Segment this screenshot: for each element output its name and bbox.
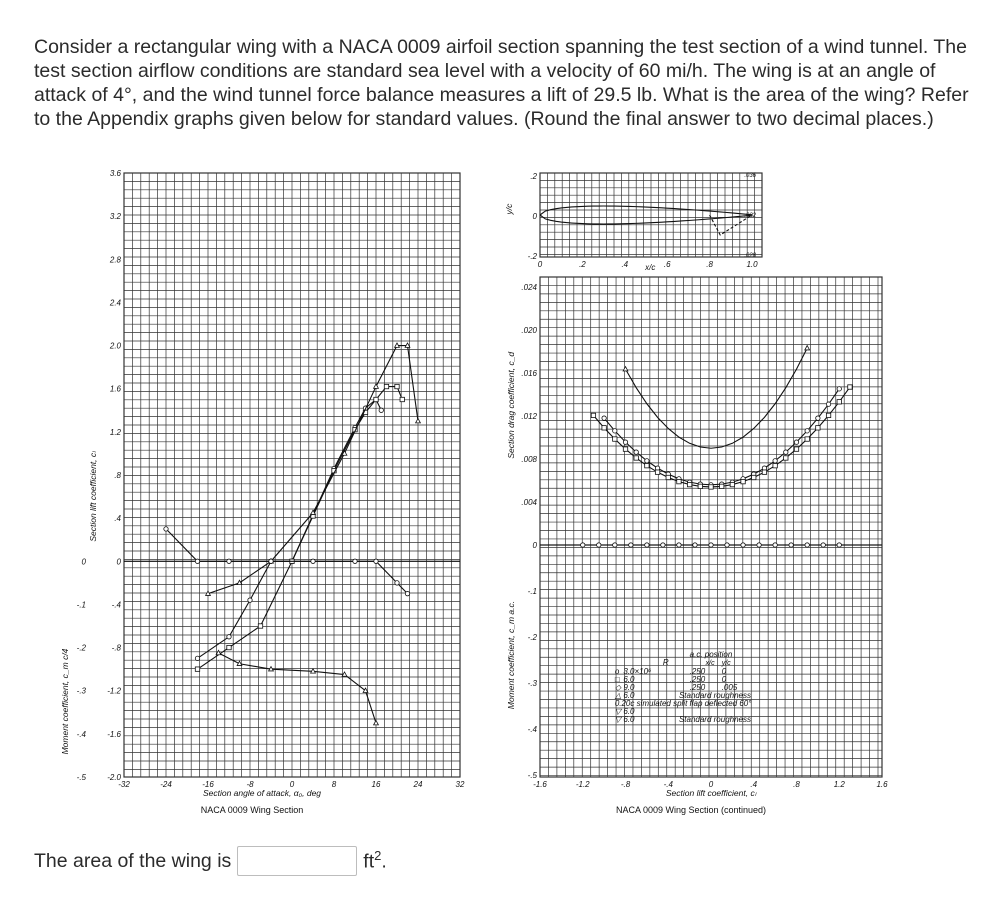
cm-ac-zero-marker — [693, 543, 697, 547]
left-cm-tick-label: -.1 — [76, 600, 86, 610]
right-caption: NACA 0009 Wing Section (continued) — [615, 805, 767, 815]
profile-x-tick-label: .2 — [579, 260, 586, 269]
left-x-tick-label: -32 — [118, 780, 130, 789]
drag-polar-r6-marker — [794, 447, 798, 451]
left-x-tick-label: 32 — [455, 780, 465, 789]
left-cl-tick-label: 1.6 — [109, 384, 121, 394]
legend-flap-symbol: ▽ — [614, 715, 621, 724]
cm-ac-zero-marker — [645, 543, 649, 547]
left-cl-tick-label: 0 — [116, 557, 121, 567]
legend-row-note: Standard roughness — [678, 691, 751, 700]
drag-polar-r6 — [593, 387, 850, 487]
left-cm-axis-label: Moment coefficient, c_m c/4 — [60, 648, 70, 755]
moment-curve-clean-marker — [227, 559, 231, 563]
drag-polar-rough — [626, 348, 808, 448]
drag-polar-chart — [490, 165, 990, 825]
legend-flap-r: 6.0 — [623, 707, 635, 716]
left-cl-tick-label: 3.6 — [109, 169, 121, 178]
profile-axis-label: y/c — [504, 203, 514, 215]
flap-tick-label: .028 — [744, 253, 756, 259]
drag-polar-r6-marker — [634, 456, 638, 460]
lift-curve-r6-marker — [374, 397, 378, 401]
legend-row-symbol: ◇ — [614, 683, 621, 692]
cl-x-tick-label: 0 — [708, 780, 714, 789]
legend-row-yc: .005 — [721, 683, 738, 692]
left-cl-tick-label: .8 — [114, 471, 121, 480]
drag-polar-r3-marker — [784, 450, 788, 454]
left-x-tick-label: 16 — [371, 780, 381, 789]
legend-row-r: 9.0 — [623, 683, 635, 692]
left-x-tick-label: 0 — [289, 780, 295, 789]
left-cl-tick-label: 2.8 — [109, 255, 121, 265]
cm-ac-zero-marker — [597, 543, 601, 547]
drag-polar-r6-marker — [848, 385, 852, 389]
lift-curve-r3-marker — [195, 656, 199, 660]
drag-polar-r6-marker — [687, 482, 691, 486]
legend-row-yc: 0 — [721, 667, 727, 676]
cd-tick-label: .012 — [521, 412, 537, 421]
cm-ac-zero-marker — [629, 543, 633, 547]
drag-polar-r6-marker — [655, 470, 659, 474]
cl-x-tick-label: .4 — [750, 780, 758, 789]
lift-curve-r3-marker — [379, 408, 383, 412]
legend-row-xc: .250 — [689, 667, 706, 676]
cm-ac-zero-marker — [821, 543, 825, 547]
drag-polar-r6-marker — [677, 479, 681, 483]
profile-x-tick-label: 1.0 — [746, 260, 758, 269]
legend-col-yc: y/c — [721, 660, 731, 667]
drag-polar-r6-marker — [591, 413, 595, 417]
cd-tick-label: .020 — [521, 326, 537, 335]
moment-curve-clean-marker — [195, 559, 199, 563]
left-cl-tick-label: 2.4 — [109, 298, 121, 308]
drag-polar-r3-marker — [816, 416, 820, 420]
legend-flap-note-text: Standard roughness — [678, 715, 751, 724]
drag-polar-r3-marker — [623, 440, 627, 444]
left-cl-axis-label: Section lift coefficient, cₗ — [88, 451, 98, 542]
drag-polar-r6-marker — [698, 484, 702, 488]
cm-ac-zero-marker — [661, 543, 665, 547]
legend-row-xc: .250 — [689, 683, 706, 692]
cm-ac-zero-marker — [757, 543, 761, 547]
lift-curve-r6-marker — [384, 384, 388, 388]
lift-curve-r3-marker — [227, 635, 231, 639]
cm-ac-zero-marker — [805, 543, 809, 547]
lift-curve-r6-marker — [400, 397, 404, 401]
drag-polar-r6-marker — [816, 426, 820, 430]
left-cl-tick-label: 3.2 — [109, 212, 121, 222]
drag-polar-r3-marker — [826, 402, 830, 406]
drag-polar-r3-marker — [805, 429, 809, 433]
profile-y-tick-label: 0 — [532, 212, 537, 221]
left-cl-tick-label: -.8 — [111, 643, 121, 653]
left-x-tick-label: -16 — [202, 780, 214, 789]
lift-curve-flap-marker — [374, 384, 379, 388]
left-cm-tick-label: -.4 — [76, 729, 86, 739]
left-grid — [124, 173, 460, 777]
answer-unit: $ft^2$. — [363, 848, 387, 873]
drag-polar-r6-marker — [730, 482, 734, 486]
left-x-tick-label: -8 — [246, 780, 254, 789]
profile-x-tick-label: .4 — [621, 260, 629, 269]
left-cl-tick-label: -2.0 — [107, 773, 121, 782]
legend-col-xc: x/c — [705, 660, 715, 667]
moment-curve-clean-marker — [353, 559, 357, 563]
cm-ac-zero-marker — [677, 543, 681, 547]
drag-polar-rough-marker — [623, 367, 628, 371]
legend-row-symbol: □ — [614, 675, 620, 684]
moment-curve-clean-marker — [269, 559, 273, 563]
drag-polar-r3 — [604, 389, 839, 485]
moment-curve-clean — [166, 529, 408, 594]
cd-tick-label: .004 — [521, 498, 537, 507]
drag-polar-r3-marker — [613, 429, 617, 433]
legend-row-r: 6.0 — [623, 675, 635, 684]
drag-polar-r3-marker — [837, 387, 841, 391]
drag-polar-r6-marker — [805, 437, 809, 441]
moment-curve-flap-marker — [216, 650, 221, 654]
drag-polar-r6-marker — [784, 456, 788, 460]
drag-polar-r6-marker — [741, 479, 745, 483]
cl-x-tick-label: -1.2 — [575, 780, 590, 789]
profile-x-tick-label: 0 — [537, 260, 543, 269]
lift-curve-r3-marker — [248, 598, 252, 602]
left-cm-tick-label: -.2 — [76, 643, 86, 653]
legend-row-symbol: o — [614, 667, 620, 676]
flap-tick-label: .036 — [744, 173, 756, 179]
left-cl-tick-label: -1.2 — [107, 686, 121, 696]
cm-ac-zero-marker — [709, 543, 713, 547]
left-cl-tick-label: 2.0 — [109, 341, 121, 351]
answer-prefix: The area of the wing is — [34, 849, 232, 872]
lift-curve-r6-marker — [227, 645, 231, 649]
legend-row-r: 6.0 — [623, 691, 635, 700]
profile-x-axis-label: x/c — [645, 263, 656, 272]
cl-x-tick-label: -.4 — [663, 780, 673, 789]
lift-curve-r6-marker — [258, 624, 262, 628]
drag-polar-r3-marker — [794, 440, 798, 444]
lift-curve-flap-marker — [416, 418, 421, 422]
moment-curve-clean-marker — [311, 559, 315, 563]
cd-tick-label: .016 — [521, 369, 537, 378]
airfoil-profile — [540, 206, 752, 224]
drag-polar-r6-marker — [645, 463, 649, 467]
left-cl-tick-label: .4 — [114, 514, 121, 524]
cm-ac-tick-label: -.1 — [527, 587, 537, 596]
cm-ac-tick-label: -.5 — [527, 771, 537, 780]
left-cm-tick-label: -.3 — [76, 686, 86, 696]
profile-y-tick-label: -.2 — [527, 252, 537, 261]
cd-tick-label: .024 — [521, 283, 537, 292]
drag-polar-r6-marker — [837, 400, 841, 404]
drag-polar-r6-marker — [613, 437, 617, 441]
cm-ac-axis-label: Moment coefficient, c_m a.c. — [506, 600, 516, 710]
drag-polar-r6-marker — [666, 475, 670, 479]
cl-x-tick-label: 1.6 — [876, 780, 888, 789]
lift-moment-chart — [28, 165, 480, 825]
cd-axis-label: Section drag coefficient, c_d — [506, 351, 516, 459]
question-text: Consider a rectangular wing with a NACA 0009 airfoil section spanning the test section of a wind tunnel. The test section airflow conditions are standard sea level with a velocity of 60 mi/h. The wing is at an angle of attack of 4°, and the wind tunnel force balance measures a lift of 29.5 lb. What is the area of the wing? Refer to the Appendix graphs given below for standard values. (Round the final answer to two decimal places.) — [34, 36, 969, 130]
cm-ac-zero-marker — [741, 543, 745, 547]
legend-header: a.c. position — [689, 650, 733, 659]
cl-x-tick-label: -.8 — [620, 780, 631, 789]
drag-polar-r6-marker — [826, 413, 830, 417]
left-x-tick-label: 24 — [413, 780, 423, 789]
moment-curve-clean-marker — [405, 591, 409, 595]
legend-row-yc: 0 — [721, 675, 727, 684]
drag-polar-r6-marker — [623, 447, 627, 451]
cm-ac-zero-marker — [789, 543, 793, 547]
cm-ac-tick-label: -.2 — [527, 633, 537, 642]
wing-area-input[interactable] — [237, 846, 357, 876]
cm-ac-zero-marker — [613, 543, 617, 547]
left-x-tick-label: 8 — [331, 780, 337, 789]
legend-col-r: R — [662, 658, 669, 667]
drag-polar-rough-marker — [805, 346, 810, 350]
drag-polar-r6-marker — [752, 475, 756, 479]
legend-row-symbol: △ — [614, 691, 621, 700]
drag-polar-r6-marker — [709, 485, 713, 489]
drag-polar-r6-marker — [762, 470, 766, 474]
flap-tick-label: .032 — [744, 213, 756, 219]
left-cl-tick-label: 1.2 — [109, 427, 121, 437]
drag-polar-r3-marker — [602, 416, 606, 420]
moment-curve-clean-marker — [164, 527, 168, 531]
drag-polar-r6-marker — [773, 463, 777, 467]
left-x-tick-label: -24 — [160, 780, 172, 789]
cm-ac-tick-label: -.3 — [527, 679, 537, 688]
drag-polar-r3-marker — [645, 459, 649, 463]
drag-polar-r6-marker — [602, 426, 606, 430]
cd-tick-label: .008 — [521, 455, 537, 464]
answer-row — [34, 844, 387, 878]
left-caption: NACA 0009 Wing Section — [200, 805, 304, 815]
left-cl-tick-label: -1.6 — [107, 729, 121, 739]
cl-x-tick-label: 1.2 — [833, 780, 845, 789]
drag-polar-r6-marker — [719, 484, 723, 488]
left-x-axis-label: Section angle of attack, α₀, deg — [202, 788, 322, 798]
lift-curve-r6-marker — [395, 384, 399, 388]
drag-polar-r3-marker — [634, 450, 638, 454]
profile-x-tick-label: .6 — [663, 260, 671, 269]
drag-polar-r3-marker — [773, 459, 777, 463]
legend-flap-symbol: ▽ — [614, 707, 621, 716]
cl-x-tick-label: -1.6 — [533, 780, 547, 789]
moment-curve-clean-marker — [395, 581, 399, 585]
cm-ac-zero-marker — [837, 543, 841, 547]
cm-ac-zero-marker — [581, 543, 585, 547]
cl-x-axis-label: Section lift coefficient, cₗ — [665, 788, 757, 798]
profile-y-tick-label: .2 — [530, 172, 537, 181]
legend-row-r: 3.0×10⁶ — [623, 667, 652, 676]
profile-grid — [540, 173, 762, 257]
cm-ac-zero-marker — [773, 543, 777, 547]
left-cm-tick-label: -.5 — [76, 773, 86, 782]
cm-ac-zero-marker — [725, 543, 729, 547]
left-cm-tick-label: 0 — [81, 557, 86, 567]
cm-ac-tick-label: -.4 — [527, 725, 537, 734]
legend-flap-r: 6.0 — [623, 715, 635, 724]
lift-curve-r6-marker — [195, 667, 199, 671]
moment-curve-clean-marker — [374, 559, 378, 563]
cl-x-tick-label: .8 — [793, 780, 800, 789]
legend-row-xc: .250 — [689, 675, 706, 684]
moment-curve-flap — [219, 653, 377, 723]
moment-curve-flap-marker — [374, 720, 379, 724]
left-cl-tick-label: -.4 — [111, 600, 121, 610]
cd-tick-label: 0 — [532, 541, 537, 550]
lift-curve-flap-marker — [237, 580, 242, 584]
profile-x-tick-label: .8 — [706, 260, 713, 269]
legend-flap-note: 0.20c simulated split flap deflected 60° — [614, 699, 752, 708]
